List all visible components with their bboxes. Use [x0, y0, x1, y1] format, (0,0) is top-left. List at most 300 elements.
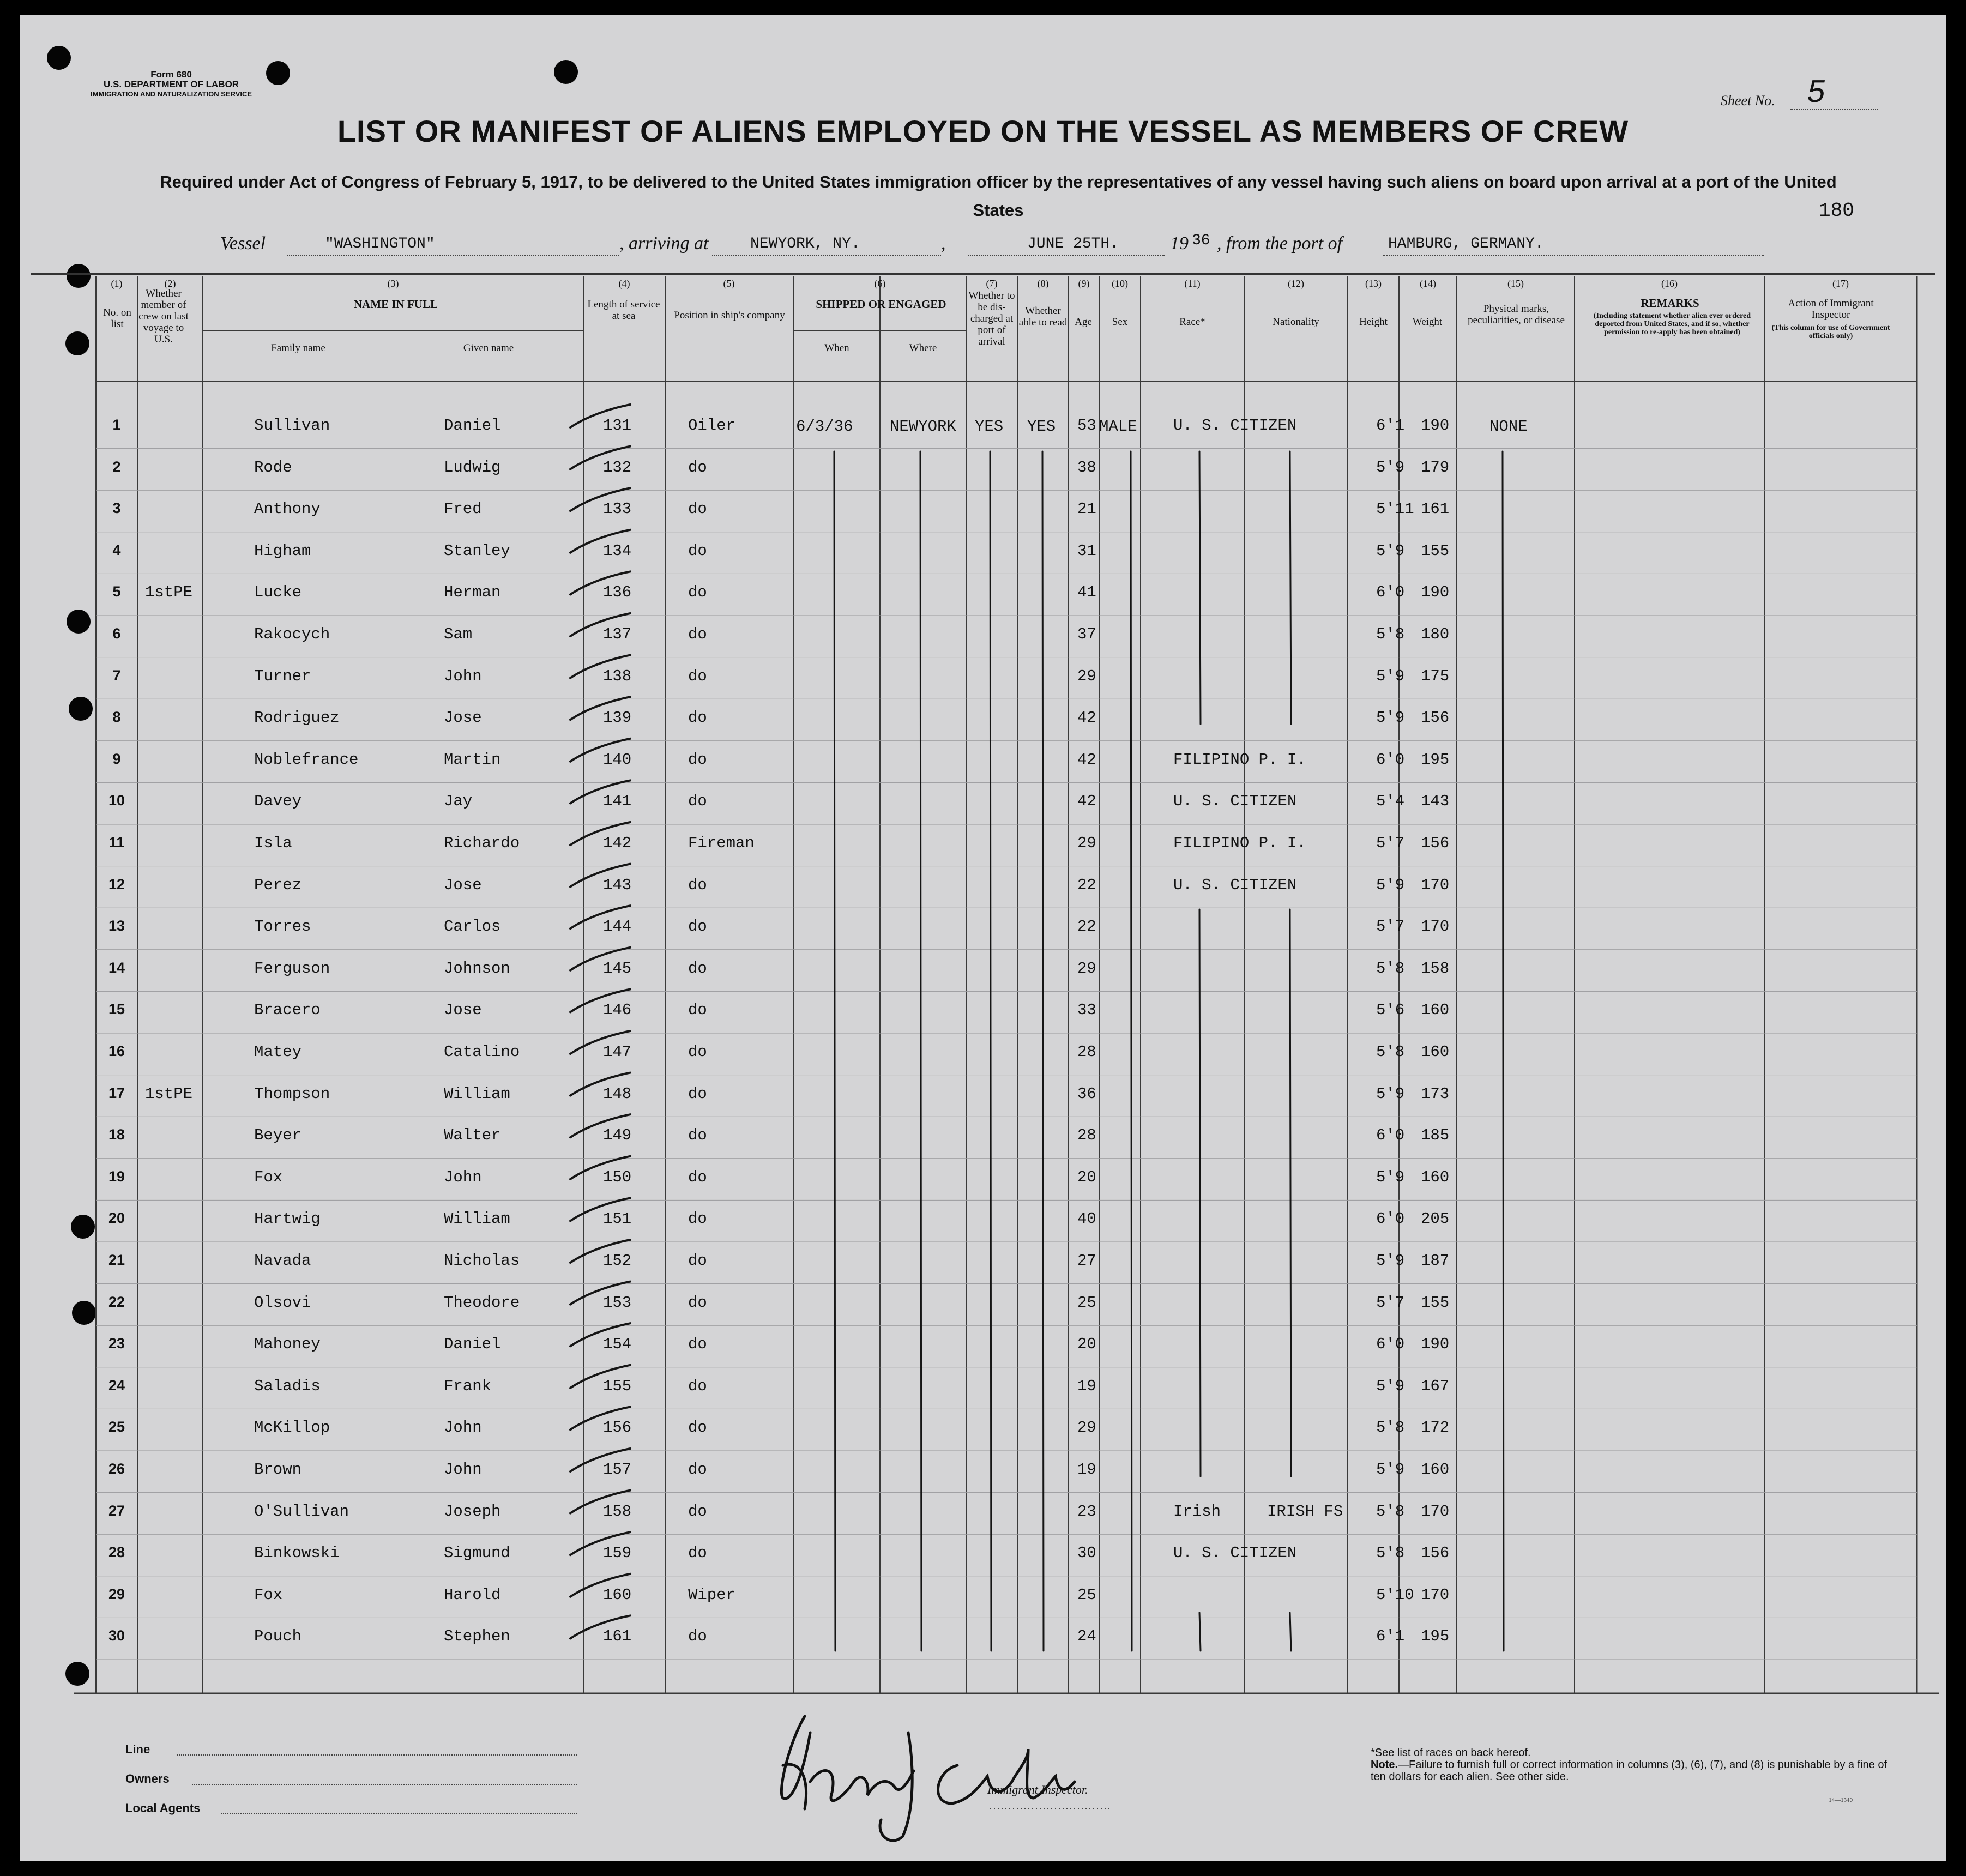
- vessel-label: Vessel: [220, 233, 266, 254]
- height: 5'9: [1376, 1084, 1405, 1103]
- family-name: Turner: [254, 667, 311, 685]
- age: 29: [1077, 667, 1096, 685]
- position: do: [688, 1252, 707, 1270]
- height: 5'8: [1376, 1502, 1405, 1521]
- row-number: 3: [112, 500, 121, 517]
- age: 30: [1077, 1544, 1096, 1563]
- arriving-label: , arriving at: [619, 233, 709, 254]
- col-given-name: Given name: [463, 342, 514, 354]
- header-rule: [31, 273, 1935, 275]
- age: 25: [1077, 1293, 1096, 1312]
- row-number: 23: [108, 1335, 125, 1352]
- race: FILIPINO P. I.: [1173, 834, 1306, 852]
- length-of-service: 142: [603, 834, 632, 852]
- age: 19: [1077, 1377, 1096, 1395]
- weight: 195: [1421, 750, 1450, 769]
- line-label: Line: [125, 1742, 150, 1756]
- from-port: HAMBURG, GERMANY.: [1388, 236, 1544, 252]
- height: 5'9: [1376, 667, 1405, 685]
- age: 22: [1077, 918, 1096, 936]
- sheet-underline: [1790, 109, 1878, 110]
- length-of-service: 137: [603, 625, 632, 643]
- position: do: [688, 1419, 707, 1437]
- age: 37: [1077, 625, 1096, 643]
- footer-notes: [1371, 1747, 1894, 1783]
- given-name: Jay: [444, 792, 473, 811]
- ditto-line: [834, 451, 835, 1651]
- position: do: [688, 1377, 707, 1395]
- length-of-service: 159: [603, 1544, 632, 1563]
- height: 5'9: [1376, 1252, 1405, 1270]
- position: do: [688, 500, 707, 518]
- height: 5'6: [1376, 1001, 1405, 1020]
- weight: 167: [1421, 1377, 1450, 1395]
- age: 28: [1077, 1043, 1096, 1061]
- row-number: 28: [108, 1544, 125, 1561]
- age: 24: [1077, 1627, 1096, 1646]
- row-number: 17: [108, 1084, 125, 1101]
- age: 29: [1077, 834, 1096, 852]
- column-number: (16): [1661, 278, 1678, 289]
- row-number: 11: [108, 834, 125, 850]
- height: 5'10: [1376, 1585, 1414, 1604]
- position: do: [688, 1126, 707, 1145]
- length-of-service: 157: [603, 1461, 632, 1479]
- weight: 143: [1421, 792, 1450, 811]
- family-name: Lucke: [254, 583, 302, 602]
- height: 6'0: [1376, 1335, 1405, 1354]
- col-no-on-list: No. on list: [103, 307, 131, 330]
- given-name: William: [444, 1084, 510, 1103]
- ditto-line: [1290, 909, 1291, 1476]
- family-name: O'Sullivan: [254, 1502, 349, 1521]
- height: 6'0: [1376, 750, 1405, 769]
- length-of-service: 132: [603, 458, 632, 476]
- race: U. S. CITIZEN: [1173, 1544, 1297, 1563]
- races-note: *See list of races on back hereof.: [1371, 1747, 1531, 1759]
- arriving-port: NEWYORK, NY.: [750, 236, 860, 252]
- column-number: (15): [1507, 278, 1524, 289]
- given-name: Jose: [444, 876, 482, 894]
- family-name: Fox: [254, 1585, 283, 1604]
- given-name: John: [444, 1168, 482, 1186]
- stamp-number: 180: [1819, 200, 1854, 222]
- height: 6'1: [1376, 417, 1405, 435]
- row-number: 13: [108, 918, 125, 934]
- given-name: Walter: [444, 1126, 501, 1145]
- length-of-service: 150: [603, 1168, 632, 1186]
- position: do: [688, 1210, 707, 1228]
- owners-underline: [192, 1784, 577, 1785]
- punch-hole: [47, 46, 71, 70]
- ditto-line: [1131, 451, 1132, 1651]
- col-action: Action of Immigrant Inspector: [1788, 298, 1874, 321]
- height: 5'7: [1376, 918, 1405, 936]
- position: do: [688, 1001, 707, 1020]
- family-name: Navada: [254, 1252, 311, 1270]
- family-name: Perez: [254, 876, 302, 894]
- length-of-service: 154: [603, 1335, 632, 1354]
- length-of-service: 151: [603, 1210, 632, 1228]
- given-name: Stanley: [444, 541, 510, 560]
- family-name: Saladis: [254, 1377, 321, 1395]
- weight: 155: [1421, 1293, 1450, 1312]
- previous-voyage: 1stPE: [145, 1084, 193, 1103]
- age: 42: [1077, 709, 1096, 727]
- length-of-service: 161: [603, 1627, 632, 1646]
- col-family-name: Family name: [271, 342, 325, 354]
- family-name: Brown: [254, 1461, 302, 1479]
- given-name: John: [444, 667, 482, 685]
- punch-hole: [554, 60, 578, 84]
- given-name: Johnson: [444, 959, 510, 978]
- age: 20: [1077, 1168, 1096, 1186]
- shipped-where: NEWYORK: [890, 418, 956, 436]
- manifest-page: Form 680 U.S. DEPARTMENT OF LABOR IMMIGRATION AND NATURALIZATION SERVICE Sheet No. 5 LIST OR MANIFEST OF ALIENS EMPLOYED ON THE VESSEL AS MEMBERS OF CREW Required under Act of Congress of February 5, 1917, to be delivered to the United States immigration officer by the representatives of any vessel having such aliens on board upon arrival at a port of the United States 180 Vessel "WASHINGTON" , arriving at NEWYORK, NY. , JUNE 25TH. 19 36 , from the port of HAMBURG, GERMANY. No. on list Whether member of crew on last voyage to U.S. NAME IN FULL Family name Given name Length of service at sea Position in ship's company SHIPPED OR ENGAGED When Where Whether to be dis-charged at port of arrival Whether able to read Age Sex Race* Nationality Height Weight Physical marks, peculiarities, or disease REMARKS (Including statement whether alien ever ordered deported from United States, and if so, whether permission to re-apply has been obtained) Action of Immigrant Inspector (This column for use of Government officials only) (1) (2) (3) (4) (5) (6) (7) (8) (9) (10) (11) (12) (13) (14) (15) (16) (17) 1 Sullivan Daniel 131 Oiler 53 U. S. CITIZEN 6'1 190 2 Rode Ludwig 132 do 38 5'9 179 3 Anthony Fred 133 do 21 5'11 161 4 Higham Stanley 134 do 31 5'9 155 5 1stPE Lucke Herman 136 do 41 6'0 190 6 Rakocych Sam 137 do 37 5'8 180 7 Turner John 138 do 29 5'9 175 8 Rodriguez Jose 139 do 42 5'9 156 9 Noblefrance Martin 140 do 42 FILIPINO P. I. 6'0 195 10 Davey Jay 141 do 42 U. S. CITIZEN 5'4 143 11 Isla Richardo 142 Fireman 29 FILIPINO P. I. 5'7 156 12 Perez Jose 143 do 22 U. S. CITIZEN 5'9 170 13 Torres Carlos 144 do 22 5'7 170 14 Ferguson Johnson 145 do 29 5'8 158 15 Bracero Jose 146 do 33 5'6 160 16 Matey Catalino 147 do 28 5'8 160 17 1stPE Thompson William 148 do 36 5'9 173 18 Beyer Walter 149 do 28 6'0 185 19 Fox John 150 do 20 5'9 160 20 Hartwig William 151 do 40 6'0 205 21 Navada Nicholas 152 do 27 5'9 187 22 Olsovi Theodore 153 do 25 5'7 155 23 Mahoney Daniel 154 do 20 6'0 190 24 Saladis Frank 155 do 19 5'9 167 25 McKillop John 156 do 29 5'8 172 26 Brown John 157 do 19 5'9 160 27 O'Sullivan Joseph 158 do 23 Irish IRISH FS 5'8 170 28 Binkowski Sigmund 159 do 30 U. S. CITIZEN 5'8 156 29 Fox Harold 160 Wiper 25 5'10 170 30 Pouch Stephen 161 do 24 6'1 195 6/3/36 NEWYORK YES YES MALE NONE Line Owners Local Agents Immigrant Inspector. *See list of races on back hereof. Note.—Failure to furnish full or correct information in columns (3), (6), (7), and (8) is punishable by a fine of ten dollars for each alien. See other side. 14—1340: [20, 15, 1946, 1861]
- weight: 160: [1421, 1043, 1450, 1061]
- length-of-service: 153: [603, 1293, 632, 1312]
- family-name: Davey: [254, 792, 302, 811]
- row-number: 26: [108, 1461, 125, 1477]
- weight: 156: [1421, 709, 1450, 727]
- position: do: [688, 959, 707, 978]
- family-name: Beyer: [254, 1126, 302, 1145]
- height: 5'8: [1376, 1043, 1405, 1061]
- family-name: Rodriguez: [254, 709, 340, 727]
- row-number: 18: [108, 1126, 125, 1143]
- form-code: 14—1340: [1829, 1797, 1853, 1803]
- punch-hole: [65, 1662, 89, 1686]
- weight: 187: [1421, 1252, 1450, 1270]
- weight: 170: [1421, 1585, 1450, 1604]
- col-where: Where: [909, 342, 937, 354]
- weight: 161: [1421, 500, 1450, 518]
- ditto-line: [990, 451, 991, 1651]
- length-of-service: 152: [603, 1252, 632, 1270]
- col-able-read: Whether able to read: [1018, 305, 1068, 328]
- position: do: [688, 918, 707, 936]
- row-number: 30: [108, 1627, 125, 1644]
- age: 31: [1077, 541, 1096, 560]
- age: 29: [1077, 959, 1096, 978]
- col-action-note: (This column for use of Government officials only): [1771, 324, 1890, 340]
- weight: 160: [1421, 1461, 1450, 1479]
- position: do: [688, 876, 707, 894]
- height: 5'8: [1376, 959, 1405, 978]
- length-of-service: 147: [603, 1043, 632, 1061]
- age: 53: [1077, 417, 1096, 435]
- race: U. S. CITIZEN: [1173, 876, 1297, 894]
- row-number: 2: [112, 458, 121, 475]
- family-name: Binkowski: [254, 1544, 340, 1563]
- given-name: Carlos: [444, 918, 501, 936]
- position: do: [688, 625, 707, 643]
- family-name: Higham: [254, 541, 311, 560]
- punch-hole: [71, 1215, 95, 1239]
- length-of-service: 138: [603, 667, 632, 685]
- column-number: (9): [1078, 278, 1090, 289]
- date-underline: [968, 255, 1165, 256]
- ditto-line: [1290, 451, 1291, 724]
- age: 23: [1077, 1502, 1096, 1521]
- race: U. S. CITIZEN: [1173, 417, 1297, 435]
- family-name: Mahoney: [254, 1335, 321, 1354]
- ditto-line: [1503, 451, 1504, 1651]
- service: IMMIGRATION AND NATURALIZATION SERVICE: [91, 90, 252, 98]
- weight: 185: [1421, 1126, 1450, 1145]
- col-height: Height: [1359, 316, 1388, 328]
- column-number: (7): [986, 278, 998, 289]
- position: Wiper: [688, 1585, 736, 1604]
- position: do: [688, 1544, 707, 1563]
- col-discharged: Whether to be dis-charged at port of arrival: [968, 290, 1015, 347]
- given-name: Herman: [444, 583, 501, 602]
- family-name: Ferguson: [254, 959, 330, 978]
- age: 36: [1077, 1084, 1096, 1103]
- length-of-service: 143: [603, 876, 632, 894]
- note-text: —Failure to furnish full or correct information in columns (3), (6), (7), and (8) is punishable by a fine of ten dollars for each alien. See other side.: [1371, 1759, 1887, 1783]
- weight: 190: [1421, 417, 1450, 435]
- note-label: Note.: [1371, 1759, 1398, 1771]
- length-of-service: 136: [603, 583, 632, 602]
- family-name: Olsovi: [254, 1293, 311, 1312]
- row-number: 21: [108, 1252, 125, 1268]
- punch-hole: [67, 610, 91, 634]
- ditto-line: [1199, 909, 1201, 1476]
- col-sex: Sex: [1112, 316, 1128, 328]
- sheet-label: Sheet No.: [1721, 93, 1775, 108]
- position: do: [688, 709, 707, 727]
- weight: 175: [1421, 667, 1450, 685]
- agents-underline: [221, 1813, 577, 1814]
- age: 20: [1077, 1335, 1096, 1354]
- family-name: Fox: [254, 1168, 283, 1186]
- given-name: Frank: [444, 1377, 492, 1395]
- height: 5'9: [1376, 709, 1405, 727]
- length-of-service: 133: [603, 500, 632, 518]
- height: 5'8: [1376, 625, 1405, 643]
- page-subtitle: Required under Act of Congress of February 5, 1917, to be delivered to the United States immigration officer by the representatives of any vessel having such aliens on board upon arrival at a port of the United States: [160, 172, 1837, 220]
- discharged-at-arrival: YES: [975, 418, 1004, 436]
- row-number: 22: [108, 1293, 125, 1310]
- weight: 170: [1421, 918, 1450, 936]
- vessel-underline: [287, 255, 619, 256]
- position: do: [688, 792, 707, 811]
- family-name: Thompson: [254, 1084, 330, 1103]
- weight: 205: [1421, 1210, 1450, 1228]
- age: 28: [1077, 1126, 1096, 1145]
- length-of-service: 134: [603, 541, 632, 560]
- col-position: Position in ship's company: [674, 310, 785, 321]
- weight: 156: [1421, 1544, 1450, 1563]
- position: do: [688, 1502, 707, 1521]
- vessel-name: "WASHINGTON": [325, 236, 435, 252]
- weight: 170: [1421, 1502, 1450, 1521]
- row-number: 8: [112, 709, 121, 726]
- position: do: [688, 1293, 707, 1312]
- weight: 160: [1421, 1001, 1450, 1020]
- given-name: Sigmund: [444, 1544, 510, 1563]
- weight: 190: [1421, 583, 1450, 602]
- given-name: Jose: [444, 1001, 482, 1020]
- column-number: (1): [111, 278, 123, 289]
- arrival-date: JUNE 25TH.: [1027, 236, 1119, 252]
- row-number: 25: [108, 1419, 125, 1435]
- family-name: Rakocych: [254, 625, 330, 643]
- age: 22: [1077, 876, 1096, 894]
- height: 5'8: [1376, 1544, 1405, 1563]
- age: 21: [1077, 500, 1096, 518]
- weight: 173: [1421, 1084, 1450, 1103]
- age: 33: [1077, 1001, 1096, 1020]
- column-number: (17): [1832, 278, 1849, 289]
- punch-hole: [69, 697, 93, 721]
- given-name: Theodore: [444, 1293, 520, 1312]
- position: do: [688, 541, 707, 560]
- row-number: 1: [112, 417, 121, 433]
- weight: 190: [1421, 1335, 1450, 1354]
- given-name: Nicholas: [444, 1252, 520, 1270]
- column-number: (10): [1112, 278, 1128, 289]
- nationality: IRISH FS: [1267, 1502, 1343, 1521]
- arrival-year: 36: [1192, 232, 1210, 249]
- year-prefix: 19: [1170, 233, 1189, 254]
- age: 19: [1077, 1461, 1096, 1479]
- family-name: Noblefrance: [254, 750, 359, 769]
- row-number: 24: [108, 1377, 125, 1394]
- family-name: Isla: [254, 834, 292, 852]
- height: 5'4: [1376, 792, 1405, 811]
- row-number: 14: [108, 959, 125, 976]
- height: 6'0: [1376, 583, 1405, 602]
- given-name: Harold: [444, 1585, 501, 1604]
- row-number: 6: [112, 625, 121, 642]
- length-of-service: 146: [603, 1001, 632, 1020]
- given-name: William: [444, 1210, 510, 1228]
- owners-label: Owners: [125, 1772, 170, 1785]
- punch-hole: [67, 264, 91, 288]
- row-number: 29: [108, 1585, 125, 1602]
- col-nationality: Nationality: [1273, 316, 1319, 328]
- length-of-service: 144: [603, 918, 632, 936]
- family-name: Pouch: [254, 1627, 302, 1646]
- weight: 195: [1421, 1627, 1450, 1646]
- position: do: [688, 750, 707, 769]
- age: 29: [1077, 1419, 1096, 1437]
- given-name: Stephen: [444, 1627, 510, 1646]
- from-underline: [1383, 255, 1764, 256]
- punch-hole: [266, 61, 290, 85]
- family-name: Matey: [254, 1043, 302, 1061]
- given-name: Daniel: [444, 417, 501, 435]
- col-physical-marks: Physical marks, peculiarities, or disease: [1468, 303, 1565, 326]
- height: 6'0: [1376, 1126, 1405, 1145]
- weight: 180: [1421, 625, 1450, 643]
- column-number: (8): [1037, 278, 1049, 289]
- length-of-service: 148: [603, 1084, 632, 1103]
- length-of-service: 158: [603, 1502, 632, 1521]
- height: 5'9: [1376, 1377, 1405, 1395]
- inspector-signature: [772, 1700, 1121, 1853]
- age: 38: [1077, 458, 1096, 476]
- row-number: 15: [108, 1001, 125, 1018]
- position: do: [688, 1084, 707, 1103]
- row-number: 9: [112, 750, 121, 767]
- height: 5'8: [1376, 1419, 1405, 1437]
- given-name: Martin: [444, 750, 501, 769]
- age: 41: [1077, 583, 1096, 602]
- sheet-number: 5: [1805, 74, 1829, 109]
- given-name: Sam: [444, 625, 473, 643]
- row-number: 27: [108, 1502, 125, 1519]
- given-name: John: [444, 1461, 482, 1479]
- given-name: Richardo: [444, 834, 520, 852]
- height: 5'7: [1376, 834, 1405, 852]
- given-name: Jose: [444, 709, 482, 727]
- given-name: Ludwig: [444, 458, 501, 476]
- family-name: Anthony: [254, 500, 321, 518]
- col-race: Race*: [1179, 316, 1205, 328]
- col-shipped-engaged: SHIPPED OR ENGAGED: [816, 298, 946, 311]
- column-number: (14): [1420, 278, 1436, 289]
- column-number: (12): [1288, 278, 1304, 289]
- sex: MALE: [1099, 418, 1137, 436]
- column-number: (4): [618, 278, 630, 289]
- column-number: (6): [874, 278, 886, 289]
- ditto-line: [1042, 451, 1044, 1651]
- weight: 156: [1421, 834, 1450, 852]
- age: 42: [1077, 750, 1096, 769]
- age: 42: [1077, 792, 1096, 811]
- position: do: [688, 1335, 707, 1354]
- length-of-service: 140: [603, 750, 632, 769]
- previous-voyage: 1stPE: [145, 583, 193, 602]
- col-weight: Weight: [1412, 316, 1443, 328]
- department: U.S. DEPARTMENT OF LABOR: [104, 79, 239, 89]
- col-age: Age: [1075, 316, 1092, 328]
- length-of-service: 156: [603, 1419, 632, 1437]
- length-of-service: 139: [603, 709, 632, 727]
- row-number: 20: [108, 1210, 125, 1227]
- able-to-read: YES: [1027, 418, 1056, 436]
- from-label: , from the port of: [1217, 233, 1343, 254]
- height: 6'1: [1376, 1627, 1405, 1646]
- row-number: 7: [112, 667, 121, 684]
- ditto-line: [1199, 451, 1201, 724]
- family-name: McKillop: [254, 1419, 330, 1437]
- position: Oiler: [688, 417, 736, 435]
- weight: 170: [1421, 876, 1450, 894]
- given-name: Daniel: [444, 1335, 501, 1354]
- row-number: 19: [108, 1168, 125, 1185]
- length-of-service: 155: [603, 1377, 632, 1395]
- weight: 158: [1421, 959, 1450, 978]
- arriving-underline: [712, 255, 941, 256]
- position: do: [688, 1168, 707, 1186]
- age: 25: [1077, 1585, 1096, 1604]
- height: 5'9: [1376, 1461, 1405, 1479]
- family-name: Rode: [254, 458, 292, 476]
- ditto-line: [920, 451, 921, 1651]
- row-number: 12: [108, 876, 125, 892]
- form-identification: [91, 70, 252, 99]
- weight: 160: [1421, 1168, 1450, 1186]
- length-of-service: 145: [603, 959, 632, 978]
- position: do: [688, 1627, 707, 1646]
- row-number: 4: [112, 541, 121, 558]
- position: do: [688, 583, 707, 602]
- race: U. S. CITIZEN: [1173, 792, 1297, 811]
